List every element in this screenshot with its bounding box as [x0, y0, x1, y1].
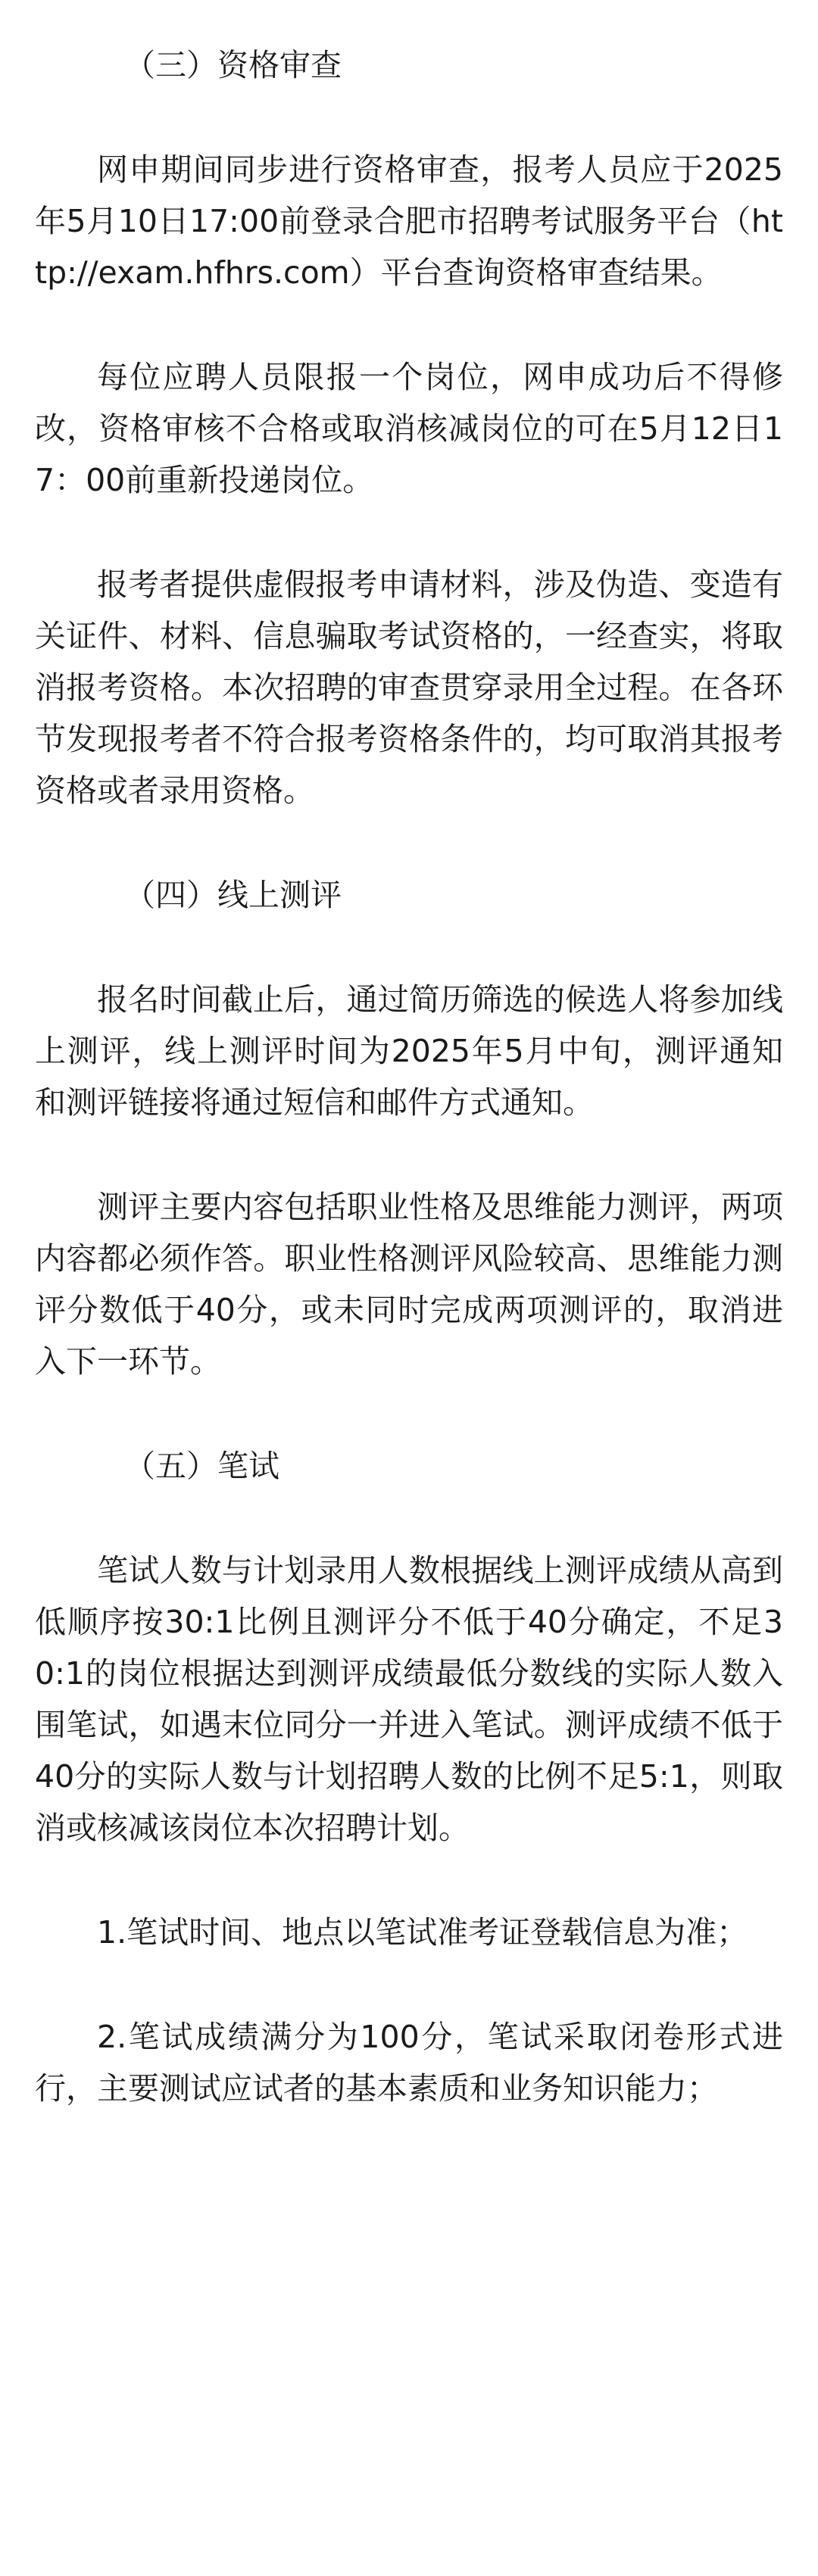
paragraph-assessment-content: 测评主要内容包括职业性格及思维能力测评，两项内容都必须作答。职业性格测评风险较高、思维能力测评分数低于40分，或未同时完成两项测评的，取消进入下一环节。: [35, 1189, 783, 1380]
paragraph-one-position-limit: 每位应聘人员限报一个岗位，网申成功后不得修改，资格审核不合格或取消核减岗位的可在5月12日17：00前重新投递岗位。: [35, 359, 783, 498]
section-heading-online-assessment: （四）线上测评: [124, 877, 342, 913]
paragraph-exam-time-location: 1.笔试时间、地点以笔试准考证登载信息为准；: [97, 1914, 748, 1951]
section-heading-written-exam: （五）笔试: [124, 1448, 279, 1484]
section-heading-qualification-review: （三）资格审查: [124, 47, 342, 83]
paragraph-review-online-check: 网申期间同步进行资格审查，报考人员应于2025年5月10日17:00前登录合肥市招聘考试服务平台（http://exam.hfhrs.com）平台查询资格审查结果。: [35, 151, 783, 291]
paragraph-assessment-timing: 报名时间截止后，通过简历筛选的候选人将参加线上测评，线上测评时间为2025年5月中旬，测评通知和测评链接将通过短信和邮件方式通知。: [35, 981, 783, 1121]
paragraph-false-materials: 报考者提供虚假报考申请材料，涉及伪造、变造有关证件、材料、信息骗取考试资格的，一经查实，将取消报考资格。本次招聘的审查贯穿录用全过程。在各环节发现报考者不符合报考资格条件的，均可取消其报考资格或者录用资格。: [35, 566, 783, 809]
paragraph-exam-score: 2.笔试成绩满分为100分，笔试采取闭卷形式进行，主要测试应试者的基本素质和业务知识能力；: [35, 2019, 783, 2107]
paragraph-written-exam-ratio: 笔试人数与计划录用人数根据线上测评成绩从高到低顺序按30:1比例且测评分不低于40分确定，不足30:1的岗位根据达到测评成绩最低分数线的实际人数入围笔试，如遇末位同分一并进入笔试。测评成绩不低于40分的实际人数与计划招聘人数的比例不足5:1，则取消或核减该岗位本次招聘计划。: [35, 1552, 783, 1846]
